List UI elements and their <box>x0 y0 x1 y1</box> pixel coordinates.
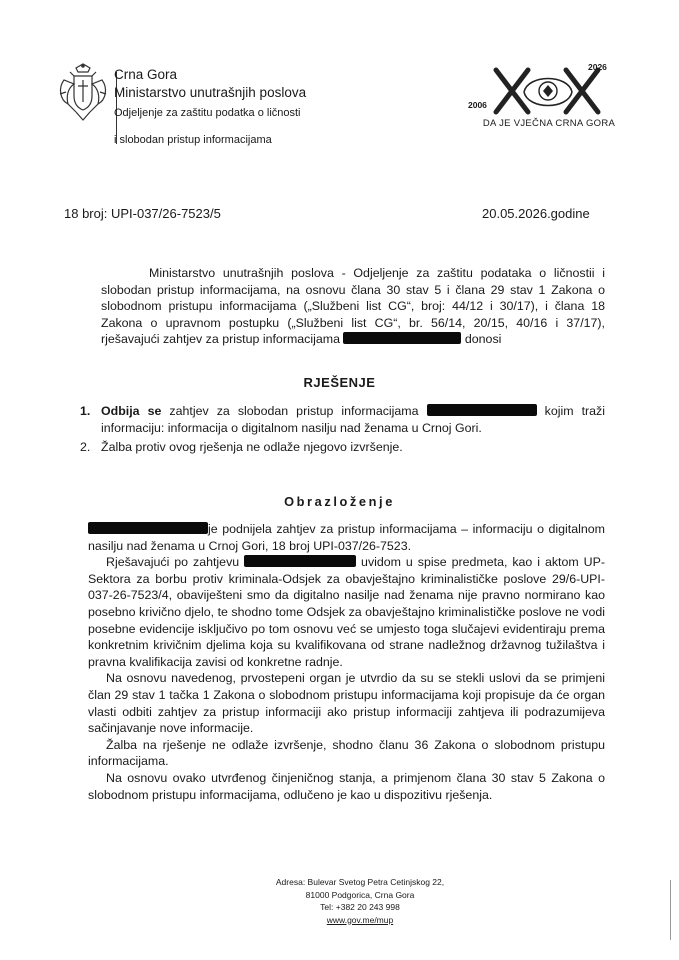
list-item-text-b: kojim traži informaciju: informacija o digitalnom nasilju nad ženama u Crnoj Gori. <box>101 404 605 435</box>
list-item-text-a: zahtjev za slobodan pristup informacijama <box>169 404 419 418</box>
scan-edge-divider <box>670 880 671 940</box>
footer-phone: Tel: +382 20 243 998 <box>320 902 400 912</box>
coat-of-arms-icon <box>56 62 110 126</box>
logo-year-right: 2026 <box>588 62 607 72</box>
paragraph: Žalba na rješenje ne odlaže izvršenje, shodno članu 36 Zakona o slobodnom pristupu informacijama. <box>88 737 605 769</box>
footer-street: Adresa: Bulevar Svetog Petra Cetinjskog 22, <box>275 877 445 887</box>
paragraph <box>88 521 605 554</box>
list-item <box>80 439 605 456</box>
intro-paragraph <box>101 265 605 348</box>
list-item-text: Žalba protiv ovog rješenja ne odlaže njegovo izvršenje. <box>101 440 403 454</box>
paragraph <box>88 554 605 670</box>
document-date: 20.05.2026.godine <box>482 206 590 221</box>
footer-website-link[interactable]: www.gov.me/mup <box>326 914 394 925</box>
redacted-name <box>427 404 537 416</box>
paragraph: Na osnovu ovako utvrđenog činjeničnog stanja, a primjenom člana 30 stav 5 Zakona o slobodnom pristupu informacijama, odlučeno je kao u dispozitivu rješenja. <box>88 770 605 802</box>
redacted-name <box>244 555 356 567</box>
intro-text: Ministarstvo unutrašnjih poslova - Odjeljenje za zaštitu podataka o ličnostii i slobodan pristup informacijama, na osnovu člana 30 stav 5 i člana 29 stav 1 Zakona o slobodnom pristupu informacijama („Službeni list CG“, broj: 44/12 i 30/17), i člana 18 Zakona o upravnom postupku („Službeni list CG“, br. 56/14, 20/15, 40/16 i 37/17), rješavajući zahtjev za pristup informacijama <box>101 266 605 346</box>
paragraph-text: Rješavajući po zahtjevu <box>106 555 240 570</box>
redacted-name <box>343 332 461 344</box>
paragraph-text: je podnijela zahtjev za pristup informacijama – informaciju o digitalnom nasilju nad ženama u Crnoj Gori, 18 broj UPI-037/26-7523. <box>88 522 605 553</box>
country-name: Crna Gora <box>114 67 178 82</box>
department-line-1: Odjeljenje za zaštitu podatka o ličnosti <box>114 107 301 119</box>
footer-city: 81000 Podgorica, Crna Gora <box>305 889 415 900</box>
decision-list <box>80 403 605 458</box>
paragraph: Na osnovu navedenog, prvostepeni organ je utvrdio da su se stekli uslovi da se primjeni član 29 stav 1 tačka 1 Zakona o slobodnom pristupu informacijama koji propisuje da će organ vlasti odbiti zahtjev za pristup informaciji ako pristup informaciji zahtjeva ili podrazumijeva sačinjavanje nove informacije. <box>88 671 605 736</box>
footer-address <box>240 876 480 926</box>
reasoning-title: Obrazloženje <box>284 494 395 509</box>
reference-number: 18 broj: UPI-037/26-7523/5 <box>64 206 221 221</box>
ministry-header <box>114 66 374 149</box>
list-item-bold: Odbija se <box>101 404 162 418</box>
paragraph-text: uvidom u spise predmeta, kao i aktom UP-Sektora za borbu protiv kriminala-Odsjek za obavještajno kriminalističke poslove 29/6-UPI-037-26-7523/4, obaviješteni smo da digitalno nasilje nad ženama nije pravno normirano kao posebno krivično djelo, te shodno tome Odsjek za obavještajno kriminalističke poslove ne vodi posebne evidencije isključivo po tom osnovu već se umjesto toga slučajevi evidentiraju prema konkretnim krivičnim djelima koja su kvalifikovana od strane nadležnog državnog tužilaštva i pravna kvalifikacija zavisi od konkretne radnje. <box>88 555 605 669</box>
decision-title: RJEŠENJE <box>303 375 376 390</box>
list-item <box>80 403 605 437</box>
list-item-number: 1. <box>80 404 91 418</box>
ministry-name: Ministarstvo unutrašnjih poslova <box>114 85 307 100</box>
department-line-2: i slobodan pristup informacijama <box>114 134 272 146</box>
intro-tail: donosi <box>464 332 502 346</box>
logo-year-left: 2006 <box>468 100 487 110</box>
logo-caption: DA JE VJEČNA CRNA GORA <box>482 118 616 129</box>
redacted-name <box>88 522 208 534</box>
reasoning-body <box>88 521 605 803</box>
list-item-number: 2. <box>80 440 91 454</box>
